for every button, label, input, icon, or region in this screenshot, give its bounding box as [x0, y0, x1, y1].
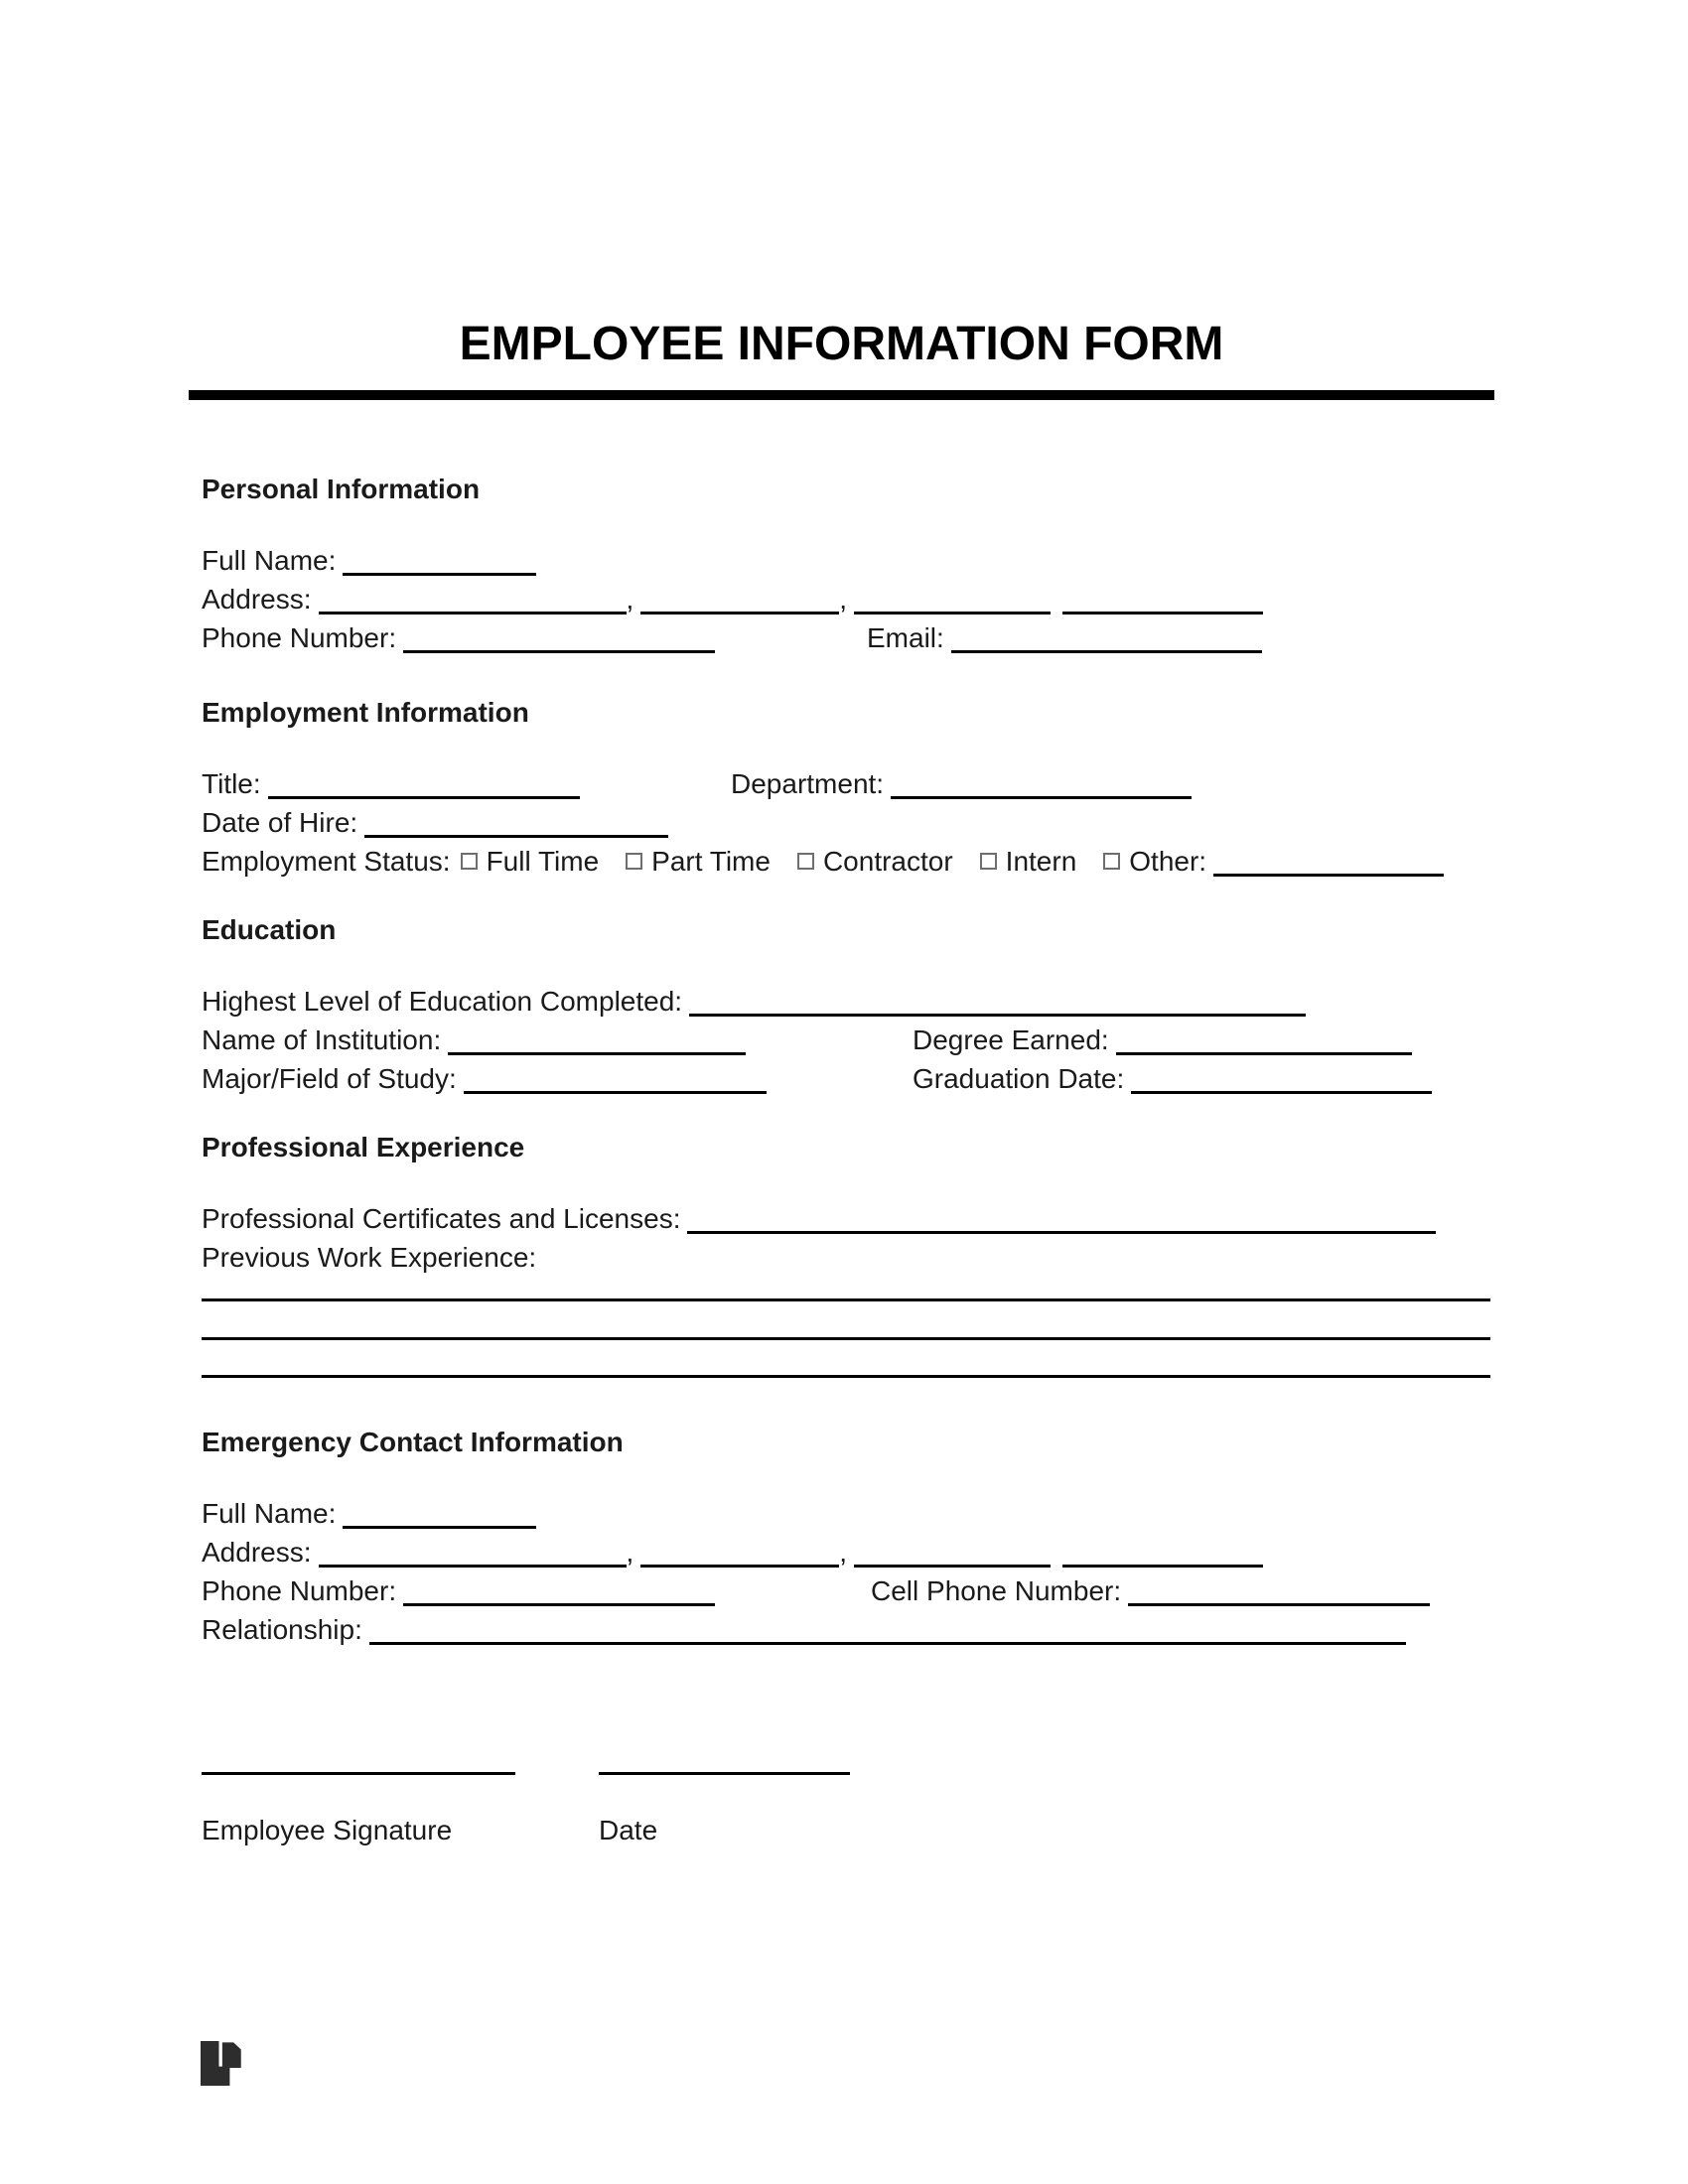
certificates-line [202, 1199, 1492, 1238]
relationship-line [202, 1610, 1492, 1649]
personal-information-heading: Personal Information [202, 474, 481, 504]
status-option-label: Intern [1005, 846, 1077, 877]
relationship-blank[interactable] [369, 1614, 1406, 1645]
email-label: Email: [867, 622, 944, 653]
cell-phone-label: Cell Phone Number: [871, 1575, 1122, 1606]
full-name-blank[interactable] [343, 545, 536, 576]
checkbox-icon[interactable] [1103, 853, 1120, 870]
phone-number-blank[interactable] [403, 622, 715, 653]
emergency-address-zip-blank[interactable] [1062, 1537, 1263, 1568]
emergency-address-state-blank[interactable] [854, 1537, 1051, 1568]
personal-full-name-line [202, 541, 1492, 580]
other-label: Other: [1129, 846, 1207, 877]
address-street-blank[interactable] [319, 584, 627, 614]
section-employment-information [202, 696, 1492, 881]
highest-education-label: Highest Level of Education Completed: [202, 986, 683, 1017]
institution-degree-line [202, 1021, 1492, 1059]
checkbox-icon[interactable] [980, 853, 997, 870]
major-label: Major/Field of Study: [202, 1063, 457, 1094]
emergency-phone-blank[interactable] [403, 1575, 715, 1606]
work-experience-blank-line-2[interactable] [202, 1337, 1490, 1340]
date-blank[interactable] [599, 1772, 850, 1775]
phone-number-label: Phone Number: [202, 622, 397, 653]
address-label: Address: [202, 584, 312, 614]
emergency-phone-line [202, 1571, 1492, 1610]
status-option-label: Contractor [822, 846, 953, 877]
comma: , [839, 1537, 848, 1568]
emergency-contact-heading: Emergency Contact Information [202, 1427, 624, 1457]
email-blank[interactable] [951, 622, 1262, 653]
checkbox-icon[interactable] [461, 853, 478, 870]
emergency-address-street-blank[interactable] [319, 1537, 627, 1568]
cell-phone-blank[interactable] [1128, 1575, 1430, 1606]
degree-earned-label: Degree Earned: [913, 1024, 1109, 1055]
work-experience-blank-line-3[interactable] [202, 1375, 1490, 1378]
employment-status-label: Employment Status: [202, 846, 451, 877]
institution-blank[interactable] [448, 1024, 746, 1055]
status-option-intern [980, 846, 1077, 877]
address-label: Address: [202, 1537, 312, 1568]
section-professional-experience [202, 1131, 1492, 1277]
previous-work-line [202, 1238, 1492, 1277]
address-city-blank[interactable] [640, 584, 839, 614]
emergency-address-line [202, 1533, 1492, 1571]
address-state-blank[interactable] [854, 584, 1051, 614]
education-heading: Education [202, 914, 337, 945]
certificates-label: Professional Certificates and Licenses: [202, 1203, 681, 1234]
major-graduation-line [202, 1059, 1492, 1098]
employment-information-heading: Employment Information [202, 697, 529, 728]
emergency-address-city-blank[interactable] [640, 1537, 839, 1568]
checkbox-icon[interactable] [797, 853, 814, 870]
status-option-label: Full Time [486, 846, 600, 877]
phone-number-label: Phone Number: [202, 1575, 397, 1606]
legal-templates-logo [201, 2041, 242, 2086]
comma: , [626, 1537, 634, 1568]
major-blank[interactable] [464, 1063, 767, 1094]
legal-templates-logo-icon [201, 2041, 242, 2086]
personal-phone-email-line [202, 618, 1492, 657]
date-of-hire-label: Date of Hire: [202, 807, 358, 838]
relationship-label: Relationship: [202, 1614, 362, 1645]
other-blank[interactable] [1213, 846, 1444, 877]
address-zip-blank[interactable] [1062, 584, 1263, 614]
graduation-date-label: Graduation Date: [913, 1063, 1125, 1094]
employee-signature-label: Employee Signature [202, 1815, 453, 1845]
full-name-label: Full Name: [202, 545, 337, 576]
employment-status-line [202, 842, 1492, 881]
status-option-label: Part Time [651, 846, 771, 877]
highest-education-blank[interactable] [689, 986, 1306, 1017]
section-education [202, 913, 1492, 1098]
date-of-hire-line [202, 803, 1492, 842]
work-experience-blank-line-1[interactable] [202, 1298, 1490, 1301]
emergency-full-name-blank[interactable] [343, 1498, 536, 1529]
degree-earned-blank[interactable] [1116, 1024, 1412, 1055]
employment-title-department-line [202, 764, 1492, 803]
comma: , [626, 584, 634, 614]
certificates-blank[interactable] [687, 1203, 1436, 1234]
institution-label: Name of Institution: [202, 1024, 442, 1055]
highest-education-line [202, 982, 1492, 1021]
title-label: Title: [202, 768, 261, 799]
full-name-label: Full Name: [202, 1498, 337, 1529]
department-blank[interactable] [891, 768, 1192, 799]
status-option-other [1103, 846, 1444, 877]
comma: , [839, 584, 848, 614]
previous-work-label: Previous Work Experience: [202, 1242, 537, 1273]
title-divider-rule [189, 390, 1494, 400]
date-label: Date [599, 1815, 658, 1845]
employee-signature-blank[interactable] [202, 1772, 515, 1775]
professional-experience-heading: Professional Experience [202, 1132, 525, 1162]
graduation-date-blank[interactable] [1131, 1063, 1432, 1094]
title-blank[interactable] [268, 768, 580, 799]
section-personal-information [202, 473, 1492, 657]
emergency-full-name-line [202, 1494, 1492, 1533]
status-option-part-time [626, 846, 771, 877]
status-option-full-time [461, 846, 600, 877]
section-signature [202, 1772, 1492, 1861]
checkbox-icon[interactable] [626, 853, 642, 870]
page-title: EMPLOYEE INFORMATION FORM [459, 318, 1224, 370]
status-option-contractor [797, 846, 953, 877]
department-label: Department: [731, 768, 885, 799]
date-of-hire-blank[interactable] [364, 807, 668, 838]
section-emergency-contact [202, 1426, 1492, 1649]
personal-address-line [202, 580, 1492, 618]
